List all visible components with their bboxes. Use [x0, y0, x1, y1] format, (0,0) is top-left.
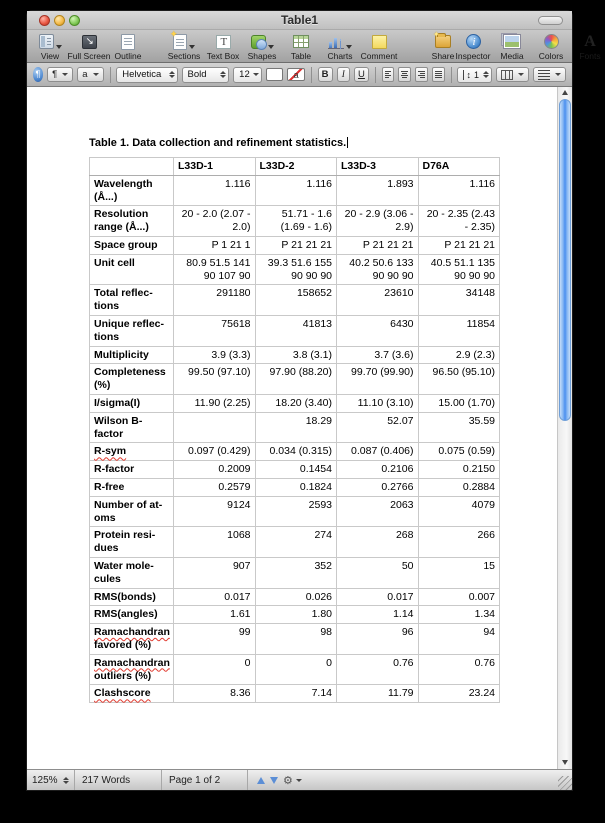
row-label-cell[interactable]: Ramachandran outliers (%) [90, 654, 174, 685]
character-style-button[interactable]: a [77, 67, 103, 82]
value-cell[interactable]: 0.2579 [174, 478, 256, 496]
sections-icon [173, 34, 187, 50]
row-label-cell[interactable] [90, 443, 174, 461]
value-cell[interactable]: 3.8 (3.1) [255, 346, 337, 364]
value-cell[interactable]: 99 [174, 624, 256, 655]
value-cell[interactable]: 41813 [255, 315, 337, 346]
underline-button[interactable]: U [354, 67, 369, 82]
vertical-scrollbar[interactable] [557, 87, 572, 769]
toolbar-item-outline[interactable] [113, 32, 143, 61]
toolbar-item-label: Text Box [206, 51, 240, 61]
value-cell[interactable]: 20 - 2.0 (2.07 - 2.0) [174, 206, 256, 237]
media-icon [504, 35, 520, 48]
value-cell[interactable]: 0.087 (0.406) [337, 443, 419, 461]
toolbar-item-label: Full Screen [67, 51, 111, 61]
italic-button[interactable]: I [337, 67, 350, 82]
toolbar-item-label: View [40, 51, 60, 61]
toolbar-item-label: Outline [114, 51, 142, 61]
value-cell[interactable]: 0.76 [418, 654, 500, 685]
table-row [90, 606, 500, 624]
view-icon [39, 34, 54, 49]
value-cell[interactable]: 274 [255, 527, 337, 558]
value-cell[interactable]: 40.5 51.1 135 90 90 90 [418, 254, 500, 285]
value-cell[interactable]: 1.116 [418, 175, 500, 206]
value-cell[interactable]: 97.90 (88.20) [255, 364, 337, 395]
outline-icon [121, 34, 135, 50]
value-cell[interactable]: 98 [255, 624, 337, 655]
chevron-down-icon [518, 73, 524, 76]
value-cell[interactable]: 1.14 [337, 606, 419, 624]
value-cell[interactable]: 3.9 (3.3) [174, 346, 256, 364]
row-label-cell[interactable]: Water mole-cules [90, 557, 174, 588]
line-spacing-control[interactable]: ↕ 1 [457, 67, 492, 83]
table-row [90, 206, 500, 237]
table-row [90, 175, 500, 206]
value-cell[interactable]: 11854 [418, 315, 500, 346]
table-row [90, 236, 500, 254]
value-cell[interactable]: 1.34 [418, 606, 500, 624]
value-cell[interactable]: 11.10 (3.10) [337, 394, 419, 412]
value-cell[interactable]: 1.116 [255, 175, 337, 206]
zoom-control[interactable] [27, 770, 75, 790]
row-label-cell[interactable]: Number of at-oms [90, 496, 174, 527]
document-area [27, 87, 572, 769]
toolbar-item-label: Charts [327, 51, 353, 61]
close-button[interactable] [39, 15, 50, 26]
value-cell[interactable]: 266 [418, 527, 500, 558]
columns-button[interactable] [496, 67, 529, 82]
row-label-cell[interactable]: Resolution range (Å...) [90, 206, 174, 237]
toolbar-item-label: Shapes [247, 51, 277, 61]
toolbar-item-fonts[interactable] [575, 32, 605, 61]
table-row [90, 394, 500, 412]
format-bar [27, 63, 572, 87]
full-screen-icon [82, 35, 97, 49]
table-icon [293, 35, 309, 48]
value-cell[interactable]: 1.116 [174, 175, 256, 206]
text-caret [347, 137, 348, 148]
row-label-cell[interactable]: Multiplicity [90, 346, 174, 364]
table-row [90, 315, 500, 346]
chevron-down-icon [56, 45, 62, 49]
value-cell[interactable]: 34148 [418, 285, 500, 316]
row-label-cell[interactable]: Total reflec-tions [90, 285, 174, 316]
text-color-well[interactable] [266, 68, 284, 81]
value-cell[interactable]: P 21 21 21 [418, 236, 500, 254]
row-label-cell[interactable]: RMS(angles) [90, 606, 174, 624]
chevron-down-icon [296, 779, 302, 782]
value-cell[interactable]: 80.9 51.5 141 90 107 90 [174, 254, 256, 285]
value-cell[interactable]: 75618 [174, 315, 256, 346]
table-row [90, 624, 500, 655]
pages-window [26, 10, 601, 791]
value-cell[interactable]: 23610 [337, 285, 419, 316]
value-cell[interactable]: 0 [255, 654, 337, 685]
align-justify-button[interactable] [432, 67, 445, 82]
table-row [90, 588, 500, 606]
table-row [90, 364, 500, 395]
value-cell[interactable]: 40.2 50.6 133 90 90 90 [337, 254, 419, 285]
value-cell[interactable]: 0.76 [337, 654, 419, 685]
fonts-icon: A [584, 32, 596, 50]
value-cell[interactable]: 51.71 - 1.6 (1.69 - 1.6) [255, 206, 337, 237]
share-icon [435, 35, 451, 48]
row-label-cell[interactable]: Wavelength (Å...) [90, 175, 174, 206]
value-cell[interactable]: 0.034 (0.315) [255, 443, 337, 461]
value-cell[interactable]: 18.29 [255, 412, 337, 443]
value-cell[interactable]: 0.2766 [337, 478, 419, 496]
previous-page-button[interactable] [257, 777, 265, 784]
chevron-down-icon [189, 45, 195, 49]
scroll-up-icon[interactable] [562, 90, 568, 95]
toolbar-item-label: Sections [167, 51, 201, 61]
align-left-button[interactable] [382, 67, 395, 82]
column-header-cell[interactable]: D76A [418, 158, 500, 176]
row-label-cell[interactable]: R-factor [90, 461, 174, 479]
line-spacing-icon: ↕ [463, 70, 471, 80]
value-cell[interactable]: P 1 21 1 [174, 236, 256, 254]
chevron-down-icon [93, 73, 99, 76]
row-label-cell[interactable] [90, 685, 174, 703]
table-row [90, 346, 500, 364]
document-page[interactable] [27, 87, 557, 769]
toolbar-item-label: Colors [538, 51, 564, 61]
table-row [90, 527, 500, 558]
next-page-button[interactable] [270, 777, 278, 784]
value-cell[interactable]: 158652 [255, 285, 337, 316]
value-cell[interactable]: 50 [337, 557, 419, 588]
columns-icon [501, 70, 513, 80]
table-row [90, 254, 500, 285]
value-cell[interactable]: 96.50 (95.10) [418, 364, 500, 395]
row-label-cell[interactable]: I/sigma(I) [90, 394, 174, 412]
stepper-icon [483, 71, 489, 78]
value-cell[interactable]: 94 [418, 624, 500, 655]
shapes-icon [251, 35, 266, 49]
value-cell[interactable]: 0.2150 [418, 461, 500, 479]
value-cell[interactable]: 0.075 (0.59) [418, 443, 500, 461]
table-row [90, 412, 500, 443]
gear-icon[interactable]: ⚙ [283, 774, 302, 787]
toolbar-item-label: Inspector [455, 51, 491, 61]
toolbar-item-full-screen[interactable] [67, 32, 111, 61]
table-row [90, 461, 500, 479]
toolbar-item-sections[interactable] [169, 32, 199, 61]
value-cell[interactable]: 0.026 [255, 588, 337, 606]
toolbar-item-label: Fonts [579, 51, 601, 61]
list-style-button[interactable] [533, 67, 566, 82]
value-cell[interactable] [174, 412, 256, 443]
status-bar [27, 769, 572, 790]
toolbar-item-view[interactable] [35, 32, 65, 61]
value-cell[interactable]: 15.00 (1.70) [418, 394, 500, 412]
toolbar-item-colors[interactable] [536, 32, 566, 61]
table-row [90, 478, 500, 496]
toolbar-item-media[interactable] [497, 32, 527, 61]
toolbar-item-table[interactable] [286, 32, 316, 61]
chevron-down-icon [555, 73, 561, 76]
misspelled-word: Ramachandran [94, 626, 170, 639]
table-header-row [90, 158, 500, 176]
column-header-cell[interactable] [90, 158, 174, 176]
stats-table[interactable] [89, 157, 500, 703]
toolbar-item-label: Media [500, 51, 524, 61]
word-count: 217 Words [75, 770, 162, 790]
value-cell[interactable]: 0.2884 [418, 478, 500, 496]
row-label-cell[interactable]: Unit cell [90, 254, 174, 285]
value-cell[interactable]: 0.017 [174, 588, 256, 606]
misspelled-word: R-sym [94, 445, 127, 458]
value-cell[interactable]: 39.3 51.6 155 90 90 90 [255, 254, 337, 285]
scroll-down-icon[interactable] [562, 760, 568, 765]
value-cell[interactable]: 352 [255, 557, 337, 588]
row-label-cell[interactable]: Ramachandran favored (%) [90, 624, 174, 655]
row-label-cell[interactable]: R-free [90, 478, 174, 496]
value-cell[interactable]: 52.07 [337, 412, 419, 443]
zoom-level: 125% [32, 774, 58, 786]
table-row [90, 654, 500, 685]
value-cell[interactable]: 18.20 (3.40) [255, 394, 337, 412]
highlight-color-well[interactable]: a [287, 68, 305, 81]
value-cell[interactable]: P 21 21 21 [337, 236, 419, 254]
value-cell[interactable]: 1.61 [174, 606, 256, 624]
value-cell[interactable]: 268 [337, 527, 419, 558]
misspelled-word: Clashscore [94, 687, 151, 700]
toolbar-item-label: Comment [360, 51, 398, 61]
toolbar-item-charts[interactable] [325, 32, 355, 61]
value-cell[interactable]: 11.90 (2.25) [174, 394, 256, 412]
value-cell[interactable]: 1.80 [255, 606, 337, 624]
misspelled-word: Ramachandran [94, 656, 170, 669]
value-cell[interactable]: 0.2009 [174, 461, 256, 479]
table-row [90, 685, 500, 703]
paragraph-style-button[interactable]: ¶ [47, 67, 73, 82]
toolbar-item-label: Share [431, 51, 455, 61]
scrollbar-thumb[interactable] [559, 99, 571, 421]
window-title: Table1 [280, 13, 319, 27]
table-row [90, 557, 500, 588]
charts-icon [328, 35, 344, 49]
align-right-button[interactable] [415, 67, 428, 82]
value-cell[interactable]: P 21 21 21 [255, 236, 337, 254]
paragraph-style-icon[interactable]: ¶ [33, 67, 43, 82]
page-indicator: Page 1 of 2 [162, 770, 248, 790]
value-cell[interactable]: 0.017 [337, 588, 419, 606]
inspector-icon [466, 34, 481, 49]
stepper-icon [169, 71, 175, 78]
row-label-cell[interactable]: Space group [90, 236, 174, 254]
value-cell[interactable]: 0.2106 [337, 461, 419, 479]
value-cell[interactable]: 2593 [255, 496, 337, 527]
value-cell[interactable]: 8.36 [174, 685, 256, 703]
table-row [90, 496, 500, 527]
chevron-down-icon [268, 45, 274, 49]
row-label-cell[interactable]: RMS(bonds) [90, 588, 174, 606]
typeface-select[interactable]: Bold [182, 67, 230, 83]
column-header-cell[interactable]: L33D-1 [174, 158, 256, 176]
value-cell[interactable]: 7.14 [255, 685, 337, 703]
toolbar-item-text-box[interactable] [208, 32, 238, 61]
value-cell[interactable]: 0.1824 [255, 478, 337, 496]
toolbar-item-inspector[interactable] [455, 32, 491, 61]
value-cell[interactable]: 1.893 [337, 175, 419, 206]
value-cell[interactable]: 3.7 (3.6) [337, 346, 419, 364]
bold-button[interactable]: B [318, 67, 333, 82]
colors-icon [544, 34, 559, 49]
stepper-icon [220, 71, 226, 78]
value-cell[interactable]: 291180 [174, 285, 256, 316]
chevron-down-icon [253, 73, 259, 76]
value-cell[interactable]: 4079 [418, 496, 500, 527]
value-cell[interactable]: 20 - 2.35 (2.43 - 2.35) [418, 206, 500, 237]
value-cell[interactable]: 23.24 [418, 685, 500, 703]
title-bar[interactable] [27, 11, 572, 30]
value-cell[interactable]: 99.50 (97.10) [174, 364, 256, 395]
minimize-button[interactable] [54, 15, 65, 26]
toolbar-item-label: Table [290, 51, 312, 61]
column-header-cell[interactable]: L33D-3 [337, 158, 419, 176]
table-row [90, 285, 500, 316]
value-cell[interactable]: 20 - 2.9 (3.06 - 2.9) [337, 206, 419, 237]
toolbar-toggle-pill[interactable] [538, 16, 563, 25]
comment-icon [372, 35, 387, 49]
toolbar-item-share[interactable] [428, 32, 458, 61]
row-label-cell[interactable]: Protein resi-dues [90, 527, 174, 558]
toolbar [27, 30, 601, 63]
value-cell[interactable]: 9124 [174, 496, 256, 527]
font-size-select[interactable]: 12 [233, 67, 262, 83]
value-cell[interactable]: 1068 [174, 527, 256, 558]
value-cell[interactable]: 96 [337, 624, 419, 655]
value-cell[interactable]: 35.59 [418, 412, 500, 443]
resize-grip[interactable] [558, 776, 572, 790]
value-cell[interactable]: 99.70 (99.90) [337, 364, 419, 395]
align-center-button[interactable] [398, 67, 411, 82]
value-cell[interactable]: 0.007 [418, 588, 500, 606]
value-cell[interactable]: 15 [418, 557, 500, 588]
value-cell[interactable]: 11.79 [337, 685, 419, 703]
value-cell[interactable]: 2063 [337, 496, 419, 527]
text-box-icon [216, 35, 231, 49]
list-icon [538, 70, 550, 80]
value-cell[interactable]: 0 [174, 654, 256, 685]
toolbar-item-comment[interactable] [360, 32, 398, 61]
value-cell[interactable]: 0.1454 [255, 461, 337, 479]
value-cell[interactable]: 907 [174, 557, 256, 588]
value-cell[interactable]: 0.097 (0.429) [174, 443, 256, 461]
stepper-icon [63, 777, 69, 784]
row-label-cell[interactable]: Wilson B-factor [90, 412, 174, 443]
column-header-cell[interactable]: L33D-2 [255, 158, 337, 176]
table-row [90, 443, 500, 461]
chevron-down-icon [346, 45, 352, 49]
font-family-select[interactable]: Helvetica [116, 67, 177, 83]
chevron-down-icon [62, 73, 68, 76]
table-caption[interactable]: Table 1. Data collection and refinement statistics. [89, 137, 347, 149]
zoom-button[interactable] [69, 15, 80, 26]
value-cell[interactable]: 2.9 (2.3) [418, 346, 500, 364]
row-label-cell[interactable]: Unique reflec-tions [90, 315, 174, 346]
toolbar-item-shapes[interactable] [247, 32, 277, 61]
row-label-cell[interactable]: Completeness (%) [90, 364, 174, 395]
value-cell[interactable]: 6430 [337, 315, 419, 346]
